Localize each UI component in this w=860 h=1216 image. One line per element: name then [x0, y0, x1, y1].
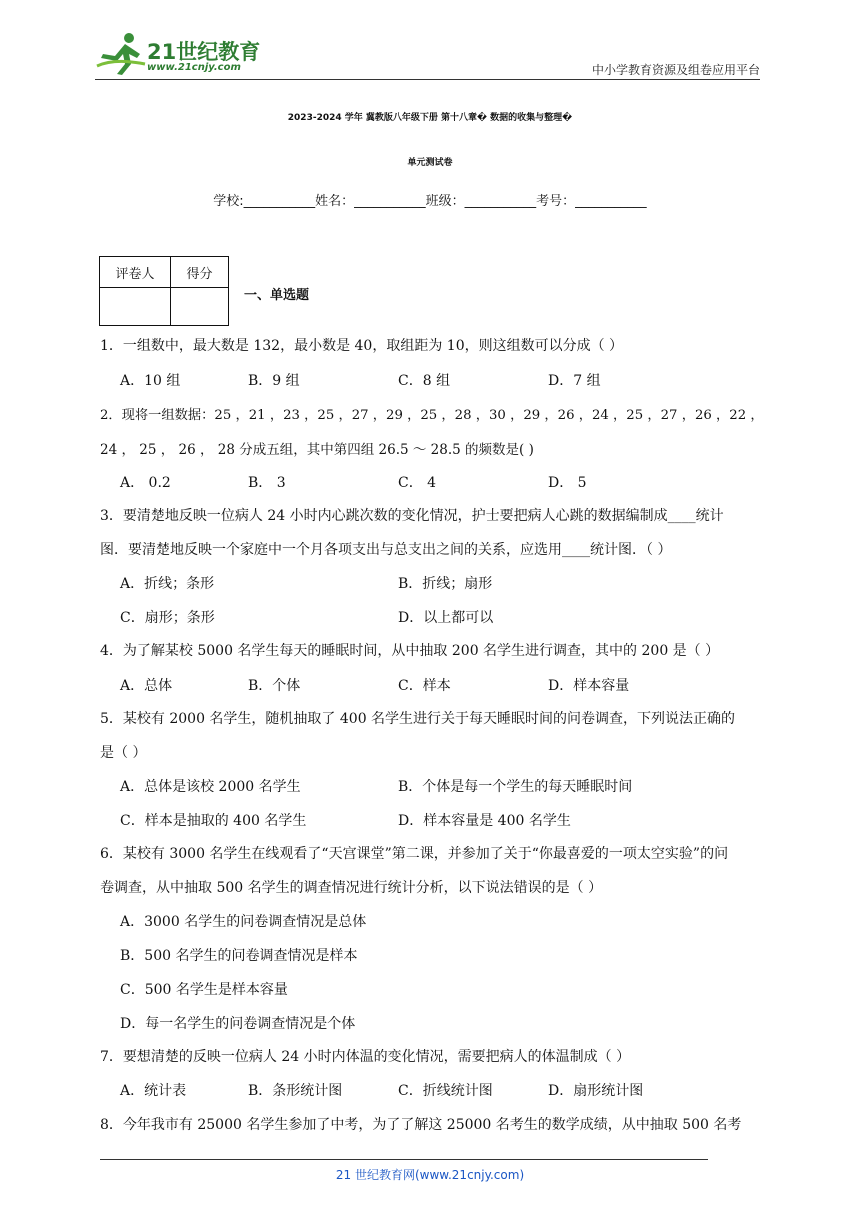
runner-logo-icon [95, 30, 147, 76]
header-divider [95, 79, 760, 80]
question-5-option-a: A．总体是该校 2000 名学生 [120, 779, 301, 795]
question-7-option-d: D．扇形统计图 [548, 1083, 644, 1099]
question-7-option-a: A．统计表 [120, 1083, 187, 1099]
grader-cell [100, 288, 171, 326]
page-header [95, 30, 760, 80]
question-4-option-c: C．样本 [398, 678, 451, 694]
question-5-option-d: D．样本容量是 400 名学生 [398, 813, 571, 829]
question-3-option-c: C．扇形；条形 [120, 610, 215, 626]
question-2-option-d: D． 5 [548, 475, 587, 491]
question-6-option-c: C．500 名学生是样本容量 [120, 982, 288, 998]
question-1-line-1: 1．一组数中，最大数是 132，最小数是 40，取组距为 10，则这组数可以分成（ ） [100, 338, 624, 354]
question-2-option-a: A． 0.2 [120, 475, 171, 491]
section-heading: 一、单选题 [244, 288, 310, 303]
question-3-line-2: 图．要清楚地反映一个家庭中一个月各项支出与总支出之间的关系，应选用____统计图．（ ） [100, 542, 672, 558]
logo-url: www.21cnjy.com [147, 62, 241, 73]
score-header: 得分 [171, 257, 229, 288]
question-1-option-a: A．10 组 [120, 373, 181, 389]
question-6-option-a: A．3000 名学生的问卷调查情况是总体 [120, 914, 367, 930]
question-6-line-1: 6．某校有 3000 名学生在线观看了“天宫课堂”第二课，并参加了关于“你最喜爱的一项太空实验”的问 [100, 846, 729, 862]
platform-label: 中小学教育资源及组卷应用平台 [591, 63, 760, 77]
question-6-line-2: 卷调查，从中抽取 500 名学生的调查情况进行统计分析，以下说法错误的是（ ） [100, 880, 603, 896]
question-3-option-d: D．以上都可以 [398, 610, 494, 626]
question-4-option-a: A．总体 [120, 678, 173, 694]
question-6-option-d: D．每一名学生的问卷调查情况是个体 [120, 1016, 356, 1032]
question-1-option-c: C．8 组 [398, 373, 451, 389]
question-1-option-b: B．9 组 [248, 373, 300, 389]
question-2-option-b: B． 3 [248, 475, 286, 491]
grader-header: 评卷人 [100, 257, 171, 288]
question-4-option-d: D．样本容量 [548, 678, 630, 694]
score-cell [171, 288, 229, 326]
question-8-line-1: 8．今年我市有 25000 名学生参加了中考，为了了解这 25000 名考生的数学成绩，从中抽取 500 名考 [100, 1117, 742, 1133]
question-3-option-b: B．折线；扇形 [398, 576, 493, 592]
question-5-option-b: B．个体是每一个学生的每天睡眠时间 [398, 779, 633, 795]
question-2-line-1: 2．现将一组数据：25 ，21 ，23 ，25 ，27 ，29 ，25 ，28 ，30 ，29 ，26 ，24 ，25 ，27 ，26 ，22 ， [100, 408, 764, 423]
question-2-option-c: C． 4 [398, 475, 437, 491]
question-7-line-1: 7．要想清楚的反映一位病人 24 小时内体温的变化情况，需要把病人的体温制成（ ） [100, 1049, 631, 1065]
question-7-option-c: C．折线统计图 [398, 1083, 493, 1099]
score-table [99, 256, 229, 326]
question-5-option-c: C．样本是抽取的 400 名学生 [120, 813, 307, 829]
exam-subtitle: 单元测试卷 [407, 158, 453, 168]
question-3-line-1: 3．要清楚地反映一位病人 24 小时内心跳次数的变化情况，护士要把病人心跳的数据编制成____统计 [100, 508, 724, 524]
question-3-option-a: A．折线；条形 [120, 576, 215, 592]
question-2-line-2: 24 ， 25 ， 26 ， 28 分成五组，其中第四组 26.5 ～ 28.5 的频数是( ) [100, 442, 534, 458]
question-5-line-2: 是（ ） [100, 745, 147, 761]
logo [95, 30, 265, 76]
question-4-option-b: B．个体 [248, 678, 301, 694]
student-info-fields: 学校:___________姓名：___________班级：___________考号：___________ [213, 194, 647, 209]
question-7-option-b: B．条形统计图 [248, 1083, 343, 1099]
question-4-line-1: 4．为了解某校 5000 名学生每天的睡眠时间，从中抽取 200 名学生进行调查，其中的 200 是（ ） [100, 643, 720, 659]
footer-divider [100, 1159, 708, 1160]
question-5-line-1: 5．某校有 2000 名学生，随机抽取了 400 名学生进行关于每天睡眠时间的问卷调查，下列说法正确的 [100, 711, 736, 727]
question-1-option-d: D．7 组 [548, 373, 601, 389]
logo-text: 21世纪教育 [147, 40, 261, 64]
question-6-option-b: B．500 名学生的问卷调查情况是样本 [120, 948, 358, 964]
footer-link[interactable]: 21 世纪教育网(www.21cnjy.com) [335, 1168, 525, 1182]
exam-title: 2023-2024 学年 冀教版八年级下册 第十八章� 数据的收集与整理� [287, 113, 573, 123]
